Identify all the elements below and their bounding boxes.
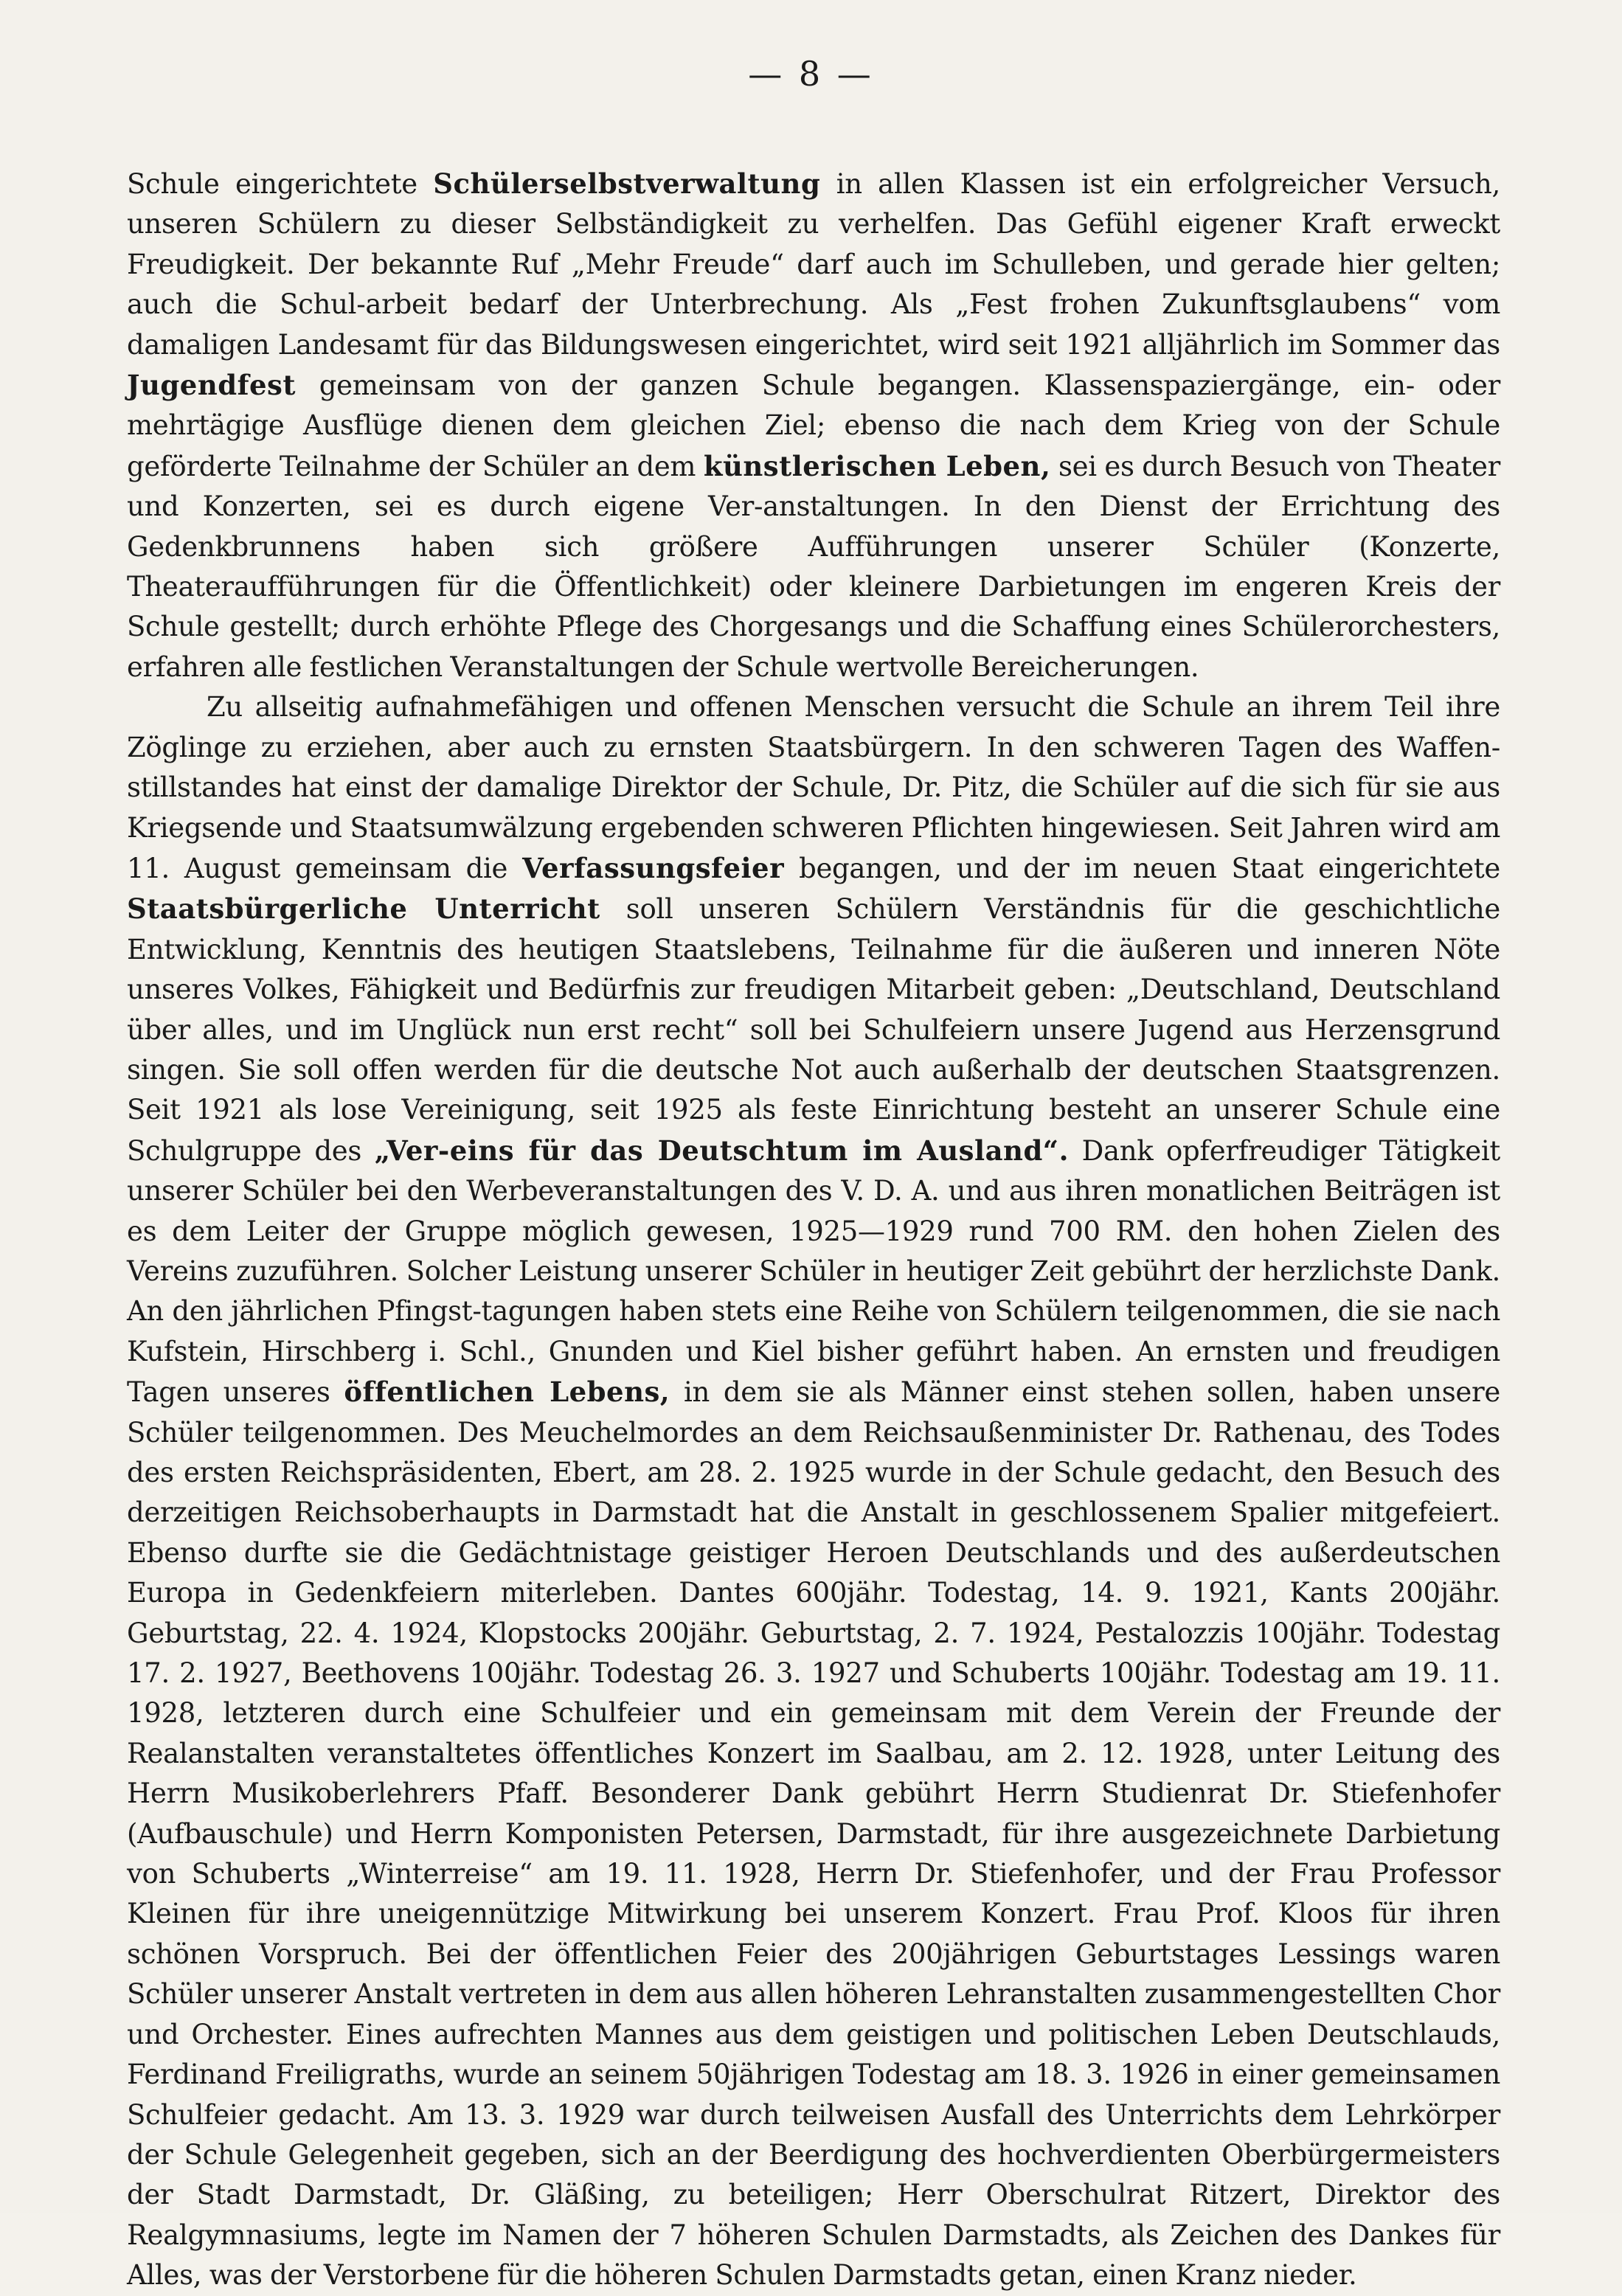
paragraph <box>127 164 1500 687</box>
emphasized-phrase: Schülerselbstverwaltung <box>433 167 821 200</box>
text-run: in allen Klassen ist ein erfolgreicher Versuch, unseren Schülern zu dieser Selbständigkeit zu verhelfen. Das Gefühl eigener Kraft erweckt Freudigkeit. Der bekannte Ruf „Mehr Freude“ darf auch im Schulleben, und gerade hier gelten; auch die Schul-arbeit bedarf der Unterbrechung. Als „Fest frohen Zukunftsglaubens“ vom damaligen Landesamt für das Bildungswesen eingerichtet, wird seit 1921 alljährlich im Sommer das <box>127 168 1500 361</box>
emphasized-phrase: öffentlichen Lebens, <box>344 1376 670 1409</box>
page-number: — 8 — <box>748 54 874 94</box>
paragraph <box>127 687 1500 2295</box>
text-run: Dank opferfreudiger Tätigkeit unserer Schüler bei den Werbeveranstaltungen des V. D. A. und aus ihren monatlichen Beiträgen ist es dem Leiter der Gruppe möglich gewesen, 1925—1929 rund 700 RM. den hohen Zielen des Vereins zuzuführen. Solcher Leistung unserer Schüler in heutiger Zeit gebührt der herzlichste Dank. An den jährlichen Pfingst-tagungen haben stets eine Reihe von Schülern teilgenommen, die sie nach Kufstein, Hirschberg i. Schl., Gnunden und Kiel bisher geführt haben. An ernsten und freudigen Tagen unseres <box>127 1134 1500 1409</box>
text-run: soll unseren Schülern Verständnis für die geschichtliche Entwicklung, Kenntnis des heutigen Staatslebens, Teilnahme für die äußeren und inneren Nöte unseres Volkes, Fähigkeit und Bedürfnis zur freudigen Mitarbeit geben: „Deutschland, Deutschland über alles, und im Unglück nun erst recht“ soll bei Schulfeiern unsere Jugend aus Herzensgrund singen. Sie soll offen werden für die deutsche Not auch außerhalb der deutschen Staatsgrenzen. Seit 1921 als lose Vereinigung, seit 1925 als feste Einrichtung besteht an unserer Schule eine Schulgruppe des <box>127 893 1500 1167</box>
emphasized-phrase: Staatsbürgerliche Unterricht <box>127 892 600 926</box>
text-run: Schule eingerichtete <box>127 168 434 200</box>
emphasized-phrase: Verfassungsfeier <box>522 851 785 884</box>
emphasized-phrase: „Ver-eins für das Deutschtum im Ausland“. <box>374 1134 1069 1167</box>
text-run: in dem sie als Männer einst stehen sollen, haben unsere Schüler teilgenommen. Des Meuchelmordes an dem Reichsaußenminister Dr. Rathenau, des Todes des ersten Reichspräsidenten, Ebert, am 28. 2. 1925 wurde in der Schule gedacht, den Besuch des derzeitigen Reichsoberhaupts in Darmstadt hat die Anstalt in geschlossenem Spalier mitgefeiert. Ebenso durfte sie die Gedächtnistage geistiger Heroen Deutschlands und des außerdeutschen Europa in Gedenkfeiern miterleben. Dantes 600jähr. Todestag, 14. 9. 1921, Kants 200jähr. Geburtstag, 22. 4. 1924, Klopstocks 200jähr. Geburtstag, 2. 7. 1924, Pestalozzis 100jähr. Todestag 17. 2. 1927, Beethovens 100jähr. Todestag 26. 3. 1927 und Schuberts 100jähr. Todestag am 19. 11. 1928, letzteren durch eine Schulfeier und ein gemeinsam mit dem Verein der Freunde der Realanstalten veranstaltetes öffentliches Konzert im Saalbau, am 2. 12. 1928, unter Leitung des Herrn Musikoberlehrers Pfaff. Besonderer Dank gebührt Herrn Studienrat Dr. Stiefenhofer (Aufbauschule) und Herrn Komponisten Petersen, Darmstadt, für ihre ausgezeichnete Darbietung von Schuberts „Winterreise“ am 19. 11. 1928, Herrn Dr. Stiefenhofer, und der Frau Professor Kleinen für ihre uneigennützige Mitwirkung bei unserem Konzert. Frau Prof. Kloos für ihren schönen Vorspruch. Bei der öffentlichen Feier des 200jährigen Geburtstages Lessings waren Schüler unserer Anstalt vertreten in dem aus allen höheren Lehranstalten zusammengestellten Chor und Orchester. Eines aufrechten Mannes aus dem geistigen und politischen Leben Deutschlauds, Ferdinand Freiligraths, wurde an seinem 50jährigen Todestag am 18. 3. 1926 in einer gemeinsamen Schulfeier gedacht. Am 13. 3. 1929 war durch teilweisen Ausfall des Unterrichts dem Lehrkörper der Schule Gelegenheit gegeben, sich an der Beerdigung des hochverdienten Oberbürgermeisters der Stadt Darmstadt, Dr. Gläßing, zu beteiligen; Herr Oberschulrat Ritzert, Direktor des Realgymnasiums, legte im Namen der 7 höheren Schulen Darmstadts, als Zeichen des Dankes für Alles, was der Verstorbene für die höheren Schulen Darmstadts getan, einen Kranz nieder. <box>127 1376 1500 2292</box>
body-text <box>127 164 1500 2296</box>
emphasized-phrase: Jugendfest <box>127 369 296 402</box>
text-run: gemeinsam von der ganzen Schule begangen. Klassenspaziergänge, ein- oder mehrtägige Ausflüge dienen dem gleichen Ziel; ebenso die nach dem Krieg von der Schule geförderte Teilnahme der Schüler an dem <box>127 370 1500 482</box>
emphasized-phrase: künstlerischen Leben, <box>703 449 1051 482</box>
text-run: Zu allseitig aufnahmefähigen und offenen Menschen versucht die Schule an ihrem Teil ihre Zöglinge zu erziehen, aber auch zu ernsten Staatsbürgern. In den schweren Tagen des Waffen-stillstandes hat einst der damalige Direktor der Schule, Dr. Pitz, die Schüler auf die sich für sie aus Kriegsende und Staatsumwälzung ergebenden schweren Pflichten hingewiesen. Seit Jahren wird am 11. August gemeinsam die <box>127 691 1500 884</box>
text-run: begangen, und der im neuen Staat eingerichtete <box>784 852 1500 884</box>
text-run: sei es durch Besuch von Theater und Konzerten, sei es durch eigene Ver-anstaltungen. In den Dienst der Errichtung des Gedenkbrunnens haben sich größere Aufführungen unserer Schüler (Konzerte, Theateraufführungen für die Öffentlichkeit) oder kleinere Darbietungen im engeren Kreis der Schule gestellt; durch erhöhte Pflege des Chorgesangs und die Schaffung eines Schülerorchesters, erfahren alle festlichen Veranstaltungen der Schule wertvolle Bereicherungen. <box>127 450 1500 683</box>
